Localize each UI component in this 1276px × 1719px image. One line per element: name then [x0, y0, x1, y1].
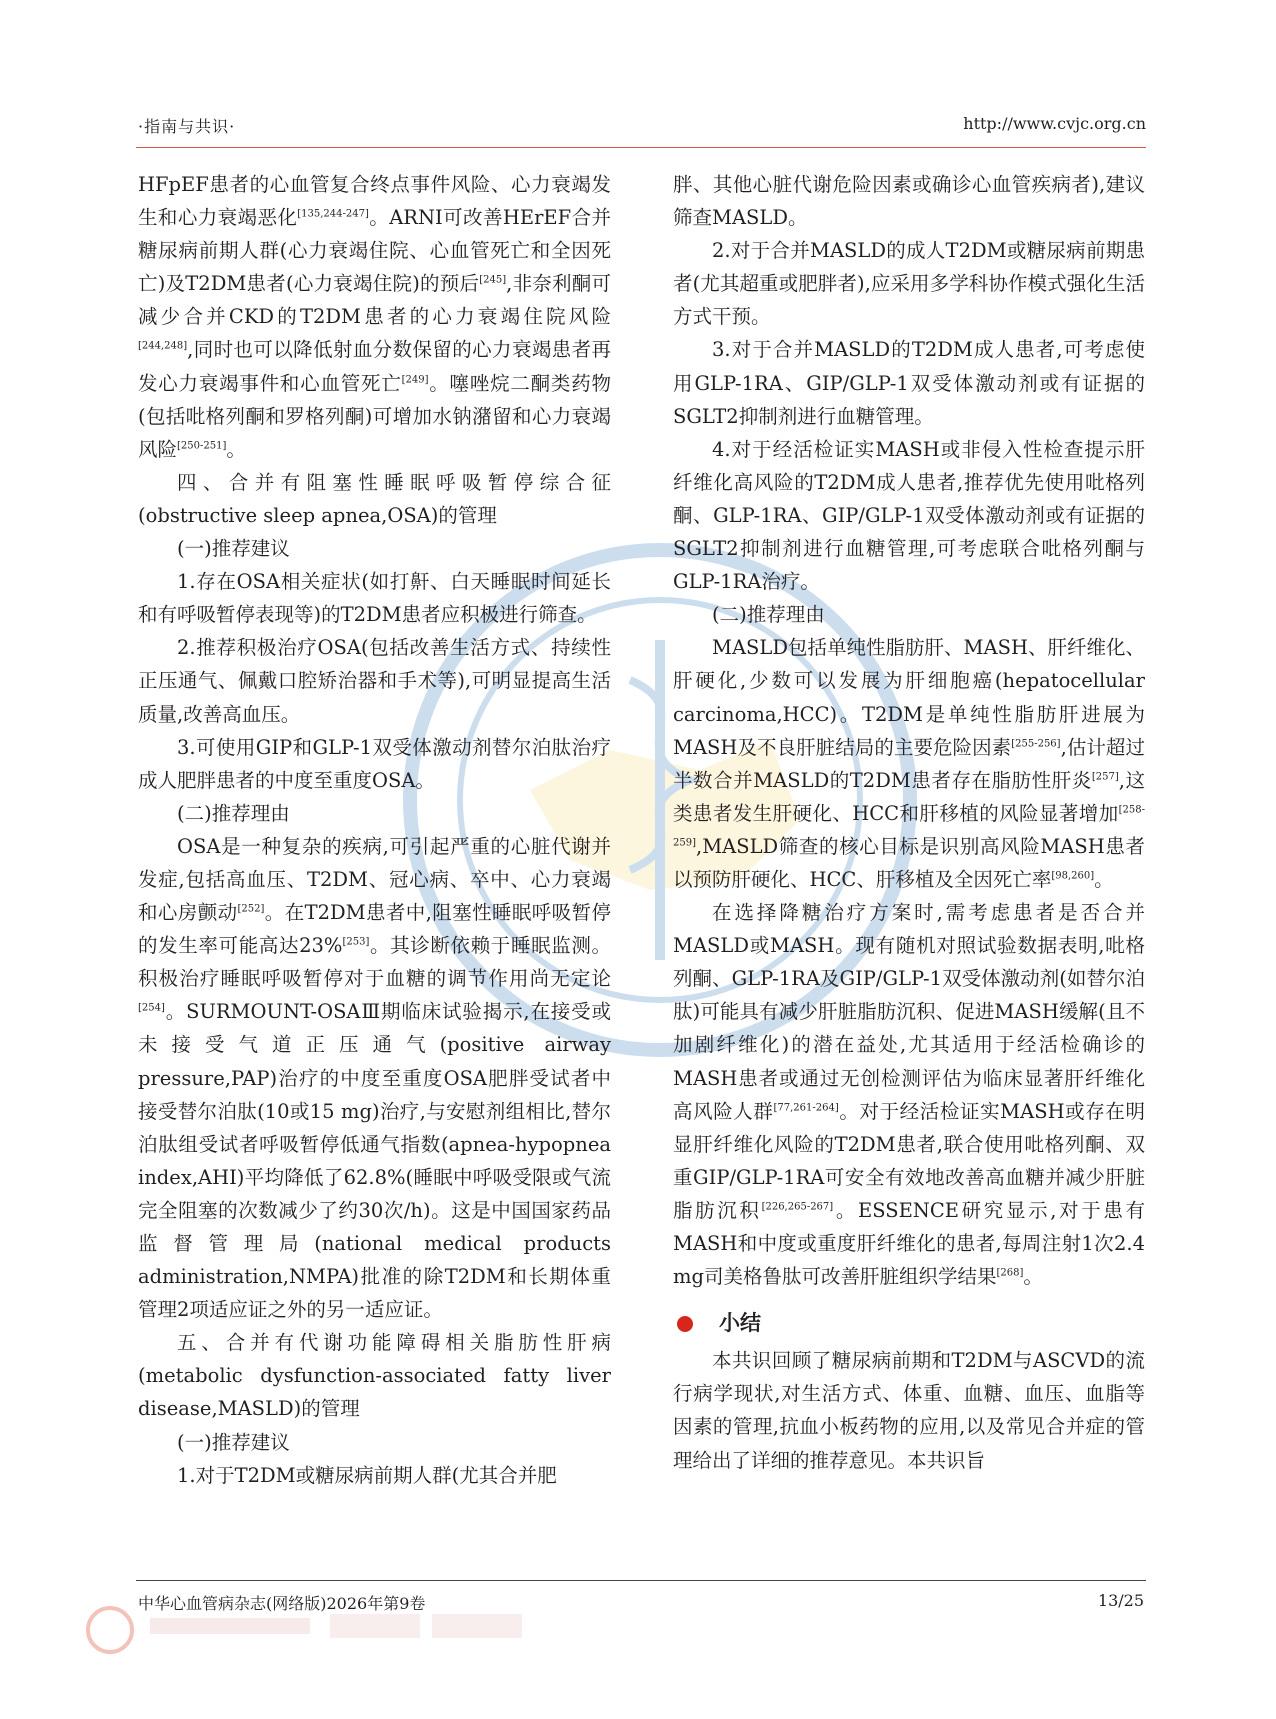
citation[interactable]: [244,248]: [138, 340, 188, 352]
citation[interactable]: [245]: [479, 274, 507, 286]
summary-heading: [673, 1307, 1145, 1340]
citation[interactable]: [257]: [1091, 771, 1119, 783]
text: 。ARNI可改善HErEF合并糖尿病前期人群(心力衰竭住院、心血管死亡和全因死亡)及T2DM患者(心力衰竭住院)的预后: [138, 206, 611, 296]
right-column: [673, 168, 1145, 1477]
text: ,同时也可以降低射血分数保留的心力衰竭患者再发心力衰竭事件和心血管死亡: [138, 338, 611, 395]
recommendation-item: 1.存在OSA相关症状(如打鼾、白天睡眠时间延长和有呼吸暂停表现等)的T2DM患者应积极进行筛查。: [138, 570, 611, 627]
journal-url[interactable]: http://www.cvjc.org.cn: [963, 114, 1146, 133]
section-label: ·指南与共识·: [138, 117, 236, 136]
bullet-dot-icon: [677, 1316, 693, 1332]
section-heading: 五、合并有代谢功能障碍相关脂肪性肝病(metabolic dysfunction-associated fatty liver disease,MASLD)的管理: [138, 1331, 611, 1421]
citation[interactable]: [255-256]: [1011, 738, 1061, 750]
summary-paragraph: 本共识回顾了糖尿病前期和T2DM与ASCVD的流行病学现状,对生活方式、体重、血糖、血压、血脂等因素的管理,抗血小板药物的应用,以及常见合并症的管理给出了详细的推荐意见。本共识旨: [673, 1349, 1145, 1472]
subsection-heading: (二)推荐理由: [177, 801, 290, 825]
recommendation-item: 胖、其他心脏代谢危险因素或确诊心血管疾病者),建议筛查MASLD。: [673, 173, 1145, 230]
section-heading: 四、合并有阻塞性睡眠呼吸暂停综合征(obstructive sleep apnea,OSA)的管理: [138, 470, 611, 527]
footer-divider: [136, 1580, 1146, 1581]
header-divider: [136, 147, 1146, 148]
paragraph: [673, 896, 1145, 1293]
text: ,非奈利酮可减少合并CKD的T2DM患者的心力衰竭住院风险: [138, 272, 611, 329]
citation[interactable]: [250-251]: [177, 440, 227, 452]
citation[interactable]: [254]: [138, 1002, 165, 1014]
citation[interactable]: [252]: [237, 903, 265, 915]
page-number: 13/25: [1097, 1591, 1144, 1610]
summary-title: 小结: [719, 1311, 761, 1336]
citation[interactable]: [249]: [401, 374, 429, 386]
text: ,这类患者发生肝硬化、HCC和肝移植的风险显著增加: [673, 768, 1145, 825]
subsection-heading: (一)推荐建议: [177, 1430, 290, 1454]
citation[interactable]: [258-259]: [673, 804, 1145, 849]
paragraph: [138, 168, 611, 466]
publisher-logo-icon: [80, 1600, 560, 1660]
text: ,估计超过半数合并MASLD的T2DM患者存在脂肪性肝炎: [673, 735, 1145, 792]
text: 。对于经活检证实MASH或存在明显肝纤维化风险的T2DM患者,联合使用吡格列酮、双重GIP/GLP-1RA可安全有效地改善高血糖并减少肝脏脂肪沉积: [673, 1099, 1145, 1222]
recommendation-item: 1.对于T2DM或糖尿病前期人群(尤其合并肥: [177, 1463, 557, 1487]
text: 。: [1094, 867, 1114, 891]
subsection-heading: (二)推荐理由: [712, 603, 825, 627]
text: OSA是一种复杂的疾病,可引起严重的心脏代谢并发症,包括高血压、T2DM、冠心病、卒中、心力衰竭和心房颤动: [138, 834, 611, 925]
text: 。在T2DM患者中,阻塞性睡眠呼吸暂停的发生率可能高达23%: [138, 901, 611, 958]
citation[interactable]: [135,244-247]: [297, 208, 369, 220]
citation[interactable]: [268]: [996, 1267, 1024, 1279]
subsection-heading: (一)推荐建议: [177, 537, 290, 561]
recommendation-item: 2.推荐积极治疗OSA(包括改善生活方式、持续性正压通气、佩戴口腔矫治器和手术等),可明显提高生活质量,改善高血压。: [138, 636, 611, 726]
journal-issue: 中华心血管病杂志(网络版)2026年第9卷: [138, 1594, 426, 1613]
citation[interactable]: [253]: [342, 936, 370, 948]
text: 。其诊断依赖于睡眠监测。积极治疗睡眠呼吸暂停对于血糖的调节作用尚无定论: [138, 934, 611, 991]
paragraph: [138, 830, 611, 1326]
citation[interactable]: [77,261-264]: [773, 1102, 839, 1114]
text: 。ESSENCE研究显示,对于患有MASH和中度或重度肝纤维化的患者,每周注射1次2.4 mg司美格鲁肽可改善肝脏组织学结果: [673, 1198, 1145, 1289]
text: 。: [1023, 1265, 1043, 1289]
text: ,MASLD筛查的核心目标是识别高风险MASH患者以预防肝硬化、HCC、肝移植及全因死亡率: [673, 834, 1145, 891]
text: 在选择降糖治疗方案时,需考虑患者是否合并MASLD或MASH。现有随机对照试验数据表明,吡格列酮、GLP-1RA及GIP/GLP-1双受体激动剂(如替尔泊肽)可能具有减少肝脏脂肪沉积、促进MASH缓解(且不加剧纤维化)的潜在益处,尤其适用于经活检确诊的MASH患者或通过无创检测评估为临床显著肝纤维化高风险人群: [673, 901, 1145, 1123]
text: 。SURMOUNT-OSAⅢ期临床试验揭示,在接受或未接受气道正压通气(positive airway pressure,PAP)治疗的中度至重度OSA肥胖受试者中接受替尔泊肽(10或15 mg)治疗,与安慰剂组相比,替尔泊肽组受试者呼吸暂停低通气指数(apnea-hypopnea index,AHI)平均降低了62.8%(睡眠中呼吸受限或气流完全阻塞的次数减少了约30次/h)。这是中国国家药品监督管理局(national medical products administration,NMPA)批准的除T2DM和长期体重管理2项适应证之外的另一适应证。: [138, 1000, 611, 1322]
citation[interactable]: [226,265-267]: [761, 1201, 834, 1213]
recommendation-item: 3.可使用GIP和GLP-1双受体激动剂替尔泊肽治疗成人肥胖患者的中度至重度OSA。: [138, 735, 611, 792]
citation[interactable]: [98,260]: [1051, 870, 1095, 882]
recommendation-item: 2.对于合并MASLD的成人T2DM或糖尿病前期患者(尤其超重或肥胖者),应采用多学科协作模式强化生活方式干预。: [673, 239, 1145, 329]
text: 。噻唑烷二酮类药物(包括吡格列酮和罗格列酮)可增加水钠潴留和心力衰竭风险: [138, 371, 611, 461]
left-column: [138, 168, 611, 1492]
text: HFpEF患者的心血管复合终点事件风险、心力衰竭发生和心力衰竭恶化: [138, 173, 611, 230]
text: 。: [226, 437, 246, 461]
text: MASLD包括单纯性脂肪肝、MASH、肝纤维化、肝硬化,少数可以发展为肝细胞癌(hepatocellular carcinoma,HCC)。T2DM是单纯性脂肪肝进展为MASH及不良肝脏结局的主要危险因素: [673, 636, 1145, 759]
paragraph: [673, 631, 1145, 896]
recommendation-item: 3.对于合并MASLD的T2DM成人患者,可考虑使用GLP-1RA、GIP/GLP-1双受体激动剂或有证据的SGLT2抑制剂进行血糖管理。: [673, 338, 1145, 428]
recommendation-item: 4.对于经活检证实MASH或非侵入性检查提示肝纤维化高风险的T2DM成人患者,推荐优先使用吡格列酮、GLP-1RA、GIP/GLP-1双受体激动剂或有证据的SGLT2抑制剂进行血糖管理,可考虑联合吡格列酮与GLP-1RA治疗。: [673, 437, 1145, 594]
